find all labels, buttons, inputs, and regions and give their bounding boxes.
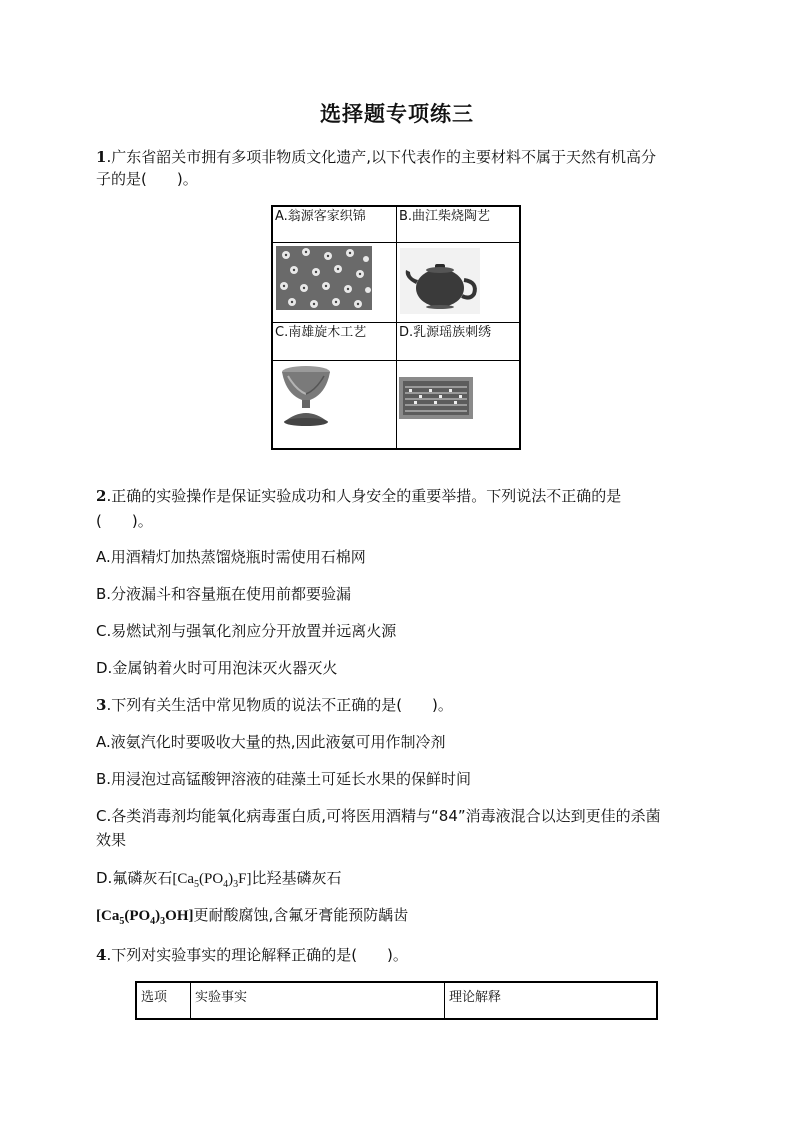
q4-table-header-fact: 实验事实 [191, 983, 445, 1018]
q1-cell-a-label [273, 207, 397, 243]
q1-number: 1 [96, 148, 107, 166]
q3-option-d-prefix: D.氟磷灰石 [96, 869, 173, 887]
q2-stem-line1 [96, 485, 621, 507]
q1-option-d-label: D.乳源瑶族刺绣 [399, 325, 492, 340]
q2-option-d: D.金属钠着火时可用泡沫灭火器灭火 [96, 659, 338, 677]
q3-option-d-suffix: 比羟基磷灰石 [251, 869, 342, 887]
q1-cell-b-image [397, 243, 519, 323]
q1-cell-b-label [397, 207, 519, 243]
q4-table [135, 981, 658, 1020]
q4-stem [96, 944, 408, 966]
q3-option-b: B.用浸泡过高锰酸钾溶液的硅藻土可延长水果的保鲜时间 [96, 770, 472, 788]
q1-cell-c-image [273, 361, 397, 448]
q3-stem [96, 694, 453, 716]
wooden-cup-image [276, 364, 336, 428]
q1-cell-d-image [397, 361, 519, 448]
q3-option-a: A.液氨汽化时要吸收大量的热,因此液氨可用作制冷剂 [96, 733, 446, 751]
q3-option-d-line2 [96, 904, 408, 933]
q1-cell-a-image [273, 243, 397, 323]
q2-text-1: .正确的实验操作是保证实验成功和人身安全的重要举措。下列说法不正确的是 [106, 487, 622, 505]
q4-number: 4 [96, 946, 107, 964]
q3-number: 3 [96, 696, 107, 714]
q3-text: .下列有关生活中常见物质的说法不正确的是( )。 [106, 696, 453, 714]
q4-table-header-explanation: 理论解释 [449, 990, 502, 1005]
q1-options-table [271, 205, 521, 450]
q2-option-c: C.易燃试剂与强氧化剂应分开放置并远离火源 [96, 622, 397, 640]
page-title: 选择题专项练三 [320, 102, 474, 126]
q4-text: .下列对实验事实的理论解释正确的是( )。 [106, 946, 408, 964]
q2-option-a: A.用酒精灯加热蒸馏烧瓶时需使用石棉网 [96, 548, 366, 566]
q2-option-b: B.分液漏斗和容量瓶在使用前都要验漏 [96, 585, 352, 603]
q1-stem-line2: 子的是( )。 [96, 170, 198, 188]
q3-option-d-line2-text: 更耐酸腐蚀,含氟牙膏能预防龋齿 [193, 906, 409, 924]
q3-option-c-line1: C.各类消毒剂均能氧化病毒蛋白质,可将医用酒精与“84”消毒液混合以达到更佳的杀菌 [96, 807, 661, 825]
q2-number: 2 [96, 487, 107, 505]
embroidery-image [399, 377, 473, 419]
q1-option-b-label: B.曲江柴烧陶艺 [399, 209, 491, 224]
fluorapatite-formula: $[Ca_5(PO_4)_3F]$ [172, 871, 252, 890]
q1-cell-c-label [273, 323, 397, 361]
q1-text-1: .广东省韶关市拥有多项非物质文化遗产,以下代表作的主要材料不属于天然有机高分 [106, 148, 656, 166]
q1-option-a-label: A.翁源客家织锦 [275, 209, 366, 224]
teapot-image [400, 248, 480, 314]
q1-option-c-label: C.南雄旋木工艺 [275, 325, 367, 340]
q1-stem-line1 [96, 146, 656, 168]
q4-table-header-option: 选项 [137, 983, 191, 1018]
hydroxyapatite-formula: $[Ca_5(PO_4)_3OH]$ [96, 908, 194, 927]
q2-stem-line2: ( )。 [96, 512, 153, 530]
q3-option-c-line2: 效果 [96, 831, 127, 849]
brocade-fabric-image [276, 246, 372, 310]
q3-option-d-line1 [96, 867, 342, 896]
q1-cell-d-label [397, 323, 519, 361]
